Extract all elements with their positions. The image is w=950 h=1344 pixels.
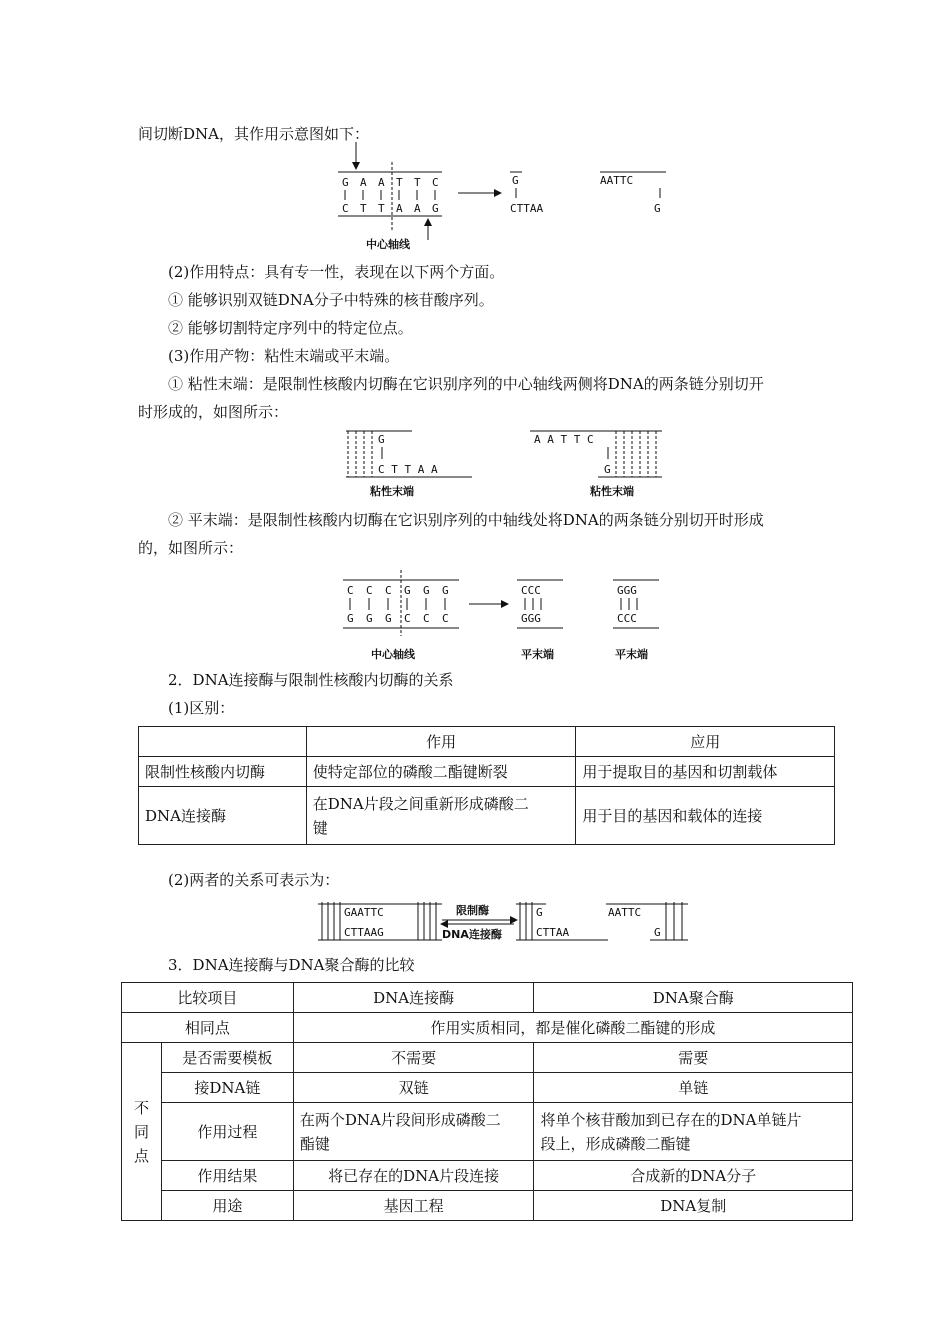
t2-head-2: DNA聚合酶	[534, 983, 853, 1013]
fig4-mid-top: G	[536, 906, 543, 919]
base-letter: A	[414, 202, 421, 215]
p5a: ① 粘性末端：是限制性核酸内切酶在它识别序列的中心轴线两侧将DNA的两条链分别切开	[168, 375, 764, 393]
base-letter: G	[442, 584, 449, 597]
fig2-left-top: G	[378, 433, 385, 446]
t2-r3-c0: 作用过程	[161, 1103, 293, 1161]
t2-diff-char-2: 同	[133, 1122, 149, 1141]
fig4-right-bottom: G	[654, 926, 661, 939]
t2-r5-c0: 用途	[161, 1191, 293, 1221]
t2-r4-c2: 合成新的DNA分子	[534, 1161, 853, 1191]
t2-diff-char-3: 点	[133, 1146, 149, 1165]
section-2-sub: (1)区别：	[168, 699, 235, 717]
base-letter: G	[366, 612, 373, 625]
p5b: 时形成的，如图所示：	[138, 403, 289, 421]
p3: ② 能够切割特定序列中的特定位点。	[168, 319, 413, 337]
base-letter: A	[378, 176, 385, 189]
t2-head-0: 比较项目	[122, 983, 294, 1013]
fig3-mid-bottom: GGG	[521, 612, 541, 625]
p6a: ② 平末端：是限制性核酸内切酶在它识别序列的中轴线处将DNA的两条链分别切开时形成	[168, 511, 764, 529]
t2-r1-c0: 是否需要模板	[161, 1043, 293, 1073]
t2-same-label: 相同点	[122, 1013, 294, 1043]
section-2-heading: 2．DNA连接酶与限制性核酸内切酶的关系	[168, 671, 454, 689]
t2-r2-c1: 双链	[293, 1073, 534, 1103]
t2-r2-c0: 接DNA链	[161, 1073, 293, 1103]
t1-r2-c0: DNA连接酶	[139, 787, 307, 845]
t1-r2-c1-line1: 在DNA片段之间重新形成磷酸二	[312, 794, 529, 813]
t1-head-2: 应用	[576, 727, 835, 757]
t2-same-value: 作用实质相同，都是催化磷酸二酯键的形成	[293, 1013, 852, 1043]
base-letter: T	[378, 202, 385, 215]
base-letter: C	[442, 612, 449, 625]
base-letter: C	[404, 612, 411, 625]
t2-r1-c1: 不需要	[293, 1043, 534, 1073]
fig2-right-top: A A T T C	[534, 433, 594, 446]
fig3-right-top: GGG	[617, 584, 637, 597]
fig2-left-bottom: C T T A A	[378, 463, 438, 476]
base-letter: G	[404, 584, 411, 597]
fig3-right-bottom: CCC	[617, 612, 637, 625]
fig3-caption-mid: 平末端	[521, 648, 554, 661]
fig4-left-bottom: CTTAAG	[344, 926, 384, 939]
base-letter: C	[366, 584, 373, 597]
base-letter: T	[396, 176, 403, 189]
base-letter: C	[423, 612, 430, 625]
t2-r5-c1: 基因工程	[293, 1191, 534, 1221]
t2-r3-c2	[534, 1103, 853, 1161]
fig4-right-top: AATTC	[608, 906, 642, 919]
p4: (3)作用产物：粘性末端或平末端。	[168, 347, 400, 365]
fig3-caption-right: 平末端	[615, 648, 648, 661]
sticky-end-diagram	[340, 425, 670, 500]
fig1-right-top: AATTC	[600, 174, 634, 187]
t2-r1-c2: 需要	[534, 1043, 853, 1073]
base-letter: G	[385, 612, 392, 625]
t1-r1-c0: 限制性核酸内切酶	[139, 757, 307, 787]
t1-head-1: 作用	[306, 727, 576, 757]
t2-r5-c2: DNA复制	[534, 1191, 853, 1221]
comparison-table-2	[121, 982, 853, 1221]
p6b: 的，如图所示：	[138, 539, 244, 557]
p2: ① 能够识别双链DNA分子中特殊的核苷酸序列。	[168, 291, 494, 309]
comparison-table-1	[138, 726, 835, 845]
section-3-heading: 3．DNA连接酶与DNA聚合酶的比较	[168, 956, 415, 974]
t2-head-1: DNA连接酶	[293, 983, 534, 1013]
base-letter: T	[414, 176, 421, 189]
t2-r4-c0: 作用结果	[161, 1161, 293, 1191]
base-letter: C	[342, 202, 349, 215]
fig3-caption-axis: 中心轴线	[371, 648, 415, 661]
t2-r3-c2-line1: 将单个核苷酸加到已存在的DNA单链片	[540, 1110, 802, 1129]
t2-r3-c1	[293, 1103, 534, 1161]
base-letter: C	[385, 584, 392, 597]
base-letter: A	[396, 202, 403, 215]
t2-r4-c1: 将已存在的DNA片段连接	[293, 1161, 534, 1191]
base-letter: G	[347, 612, 354, 625]
intro-text: 间切断DNA，其作用示意图如下：	[138, 125, 369, 143]
fig1-caption: 中心轴线	[366, 238, 410, 251]
t1-r2-c1-line2: 键	[312, 818, 328, 837]
t1-r1-c1: 使特定部位的磷酸二酯键断裂	[306, 757, 576, 787]
enzyme-relation-diagram	[318, 900, 693, 944]
p1: (2)作用特点：具有专一性，表现在以下两个方面。	[168, 263, 505, 281]
t2-diff-char-1: 不	[133, 1098, 149, 1117]
base-letter: A	[360, 176, 367, 189]
fig4-arrow-bottom: DNA连接酶	[442, 928, 502, 941]
t1-r2-c1	[306, 787, 576, 845]
base-letter: G	[432, 202, 439, 215]
t1-head-0	[139, 727, 307, 757]
fig2-right-bottom: G	[604, 463, 611, 476]
t1-r2-c2: 用于目的基因和载体的连接	[576, 787, 835, 845]
fig1-left-bottom: CTTAA	[510, 202, 544, 215]
fig2-caption-right: 粘性末端	[590, 485, 634, 498]
fig4-mid-bottom: CTTAA	[536, 926, 570, 939]
base-letter: C	[347, 584, 354, 597]
blunt-end-diagram	[335, 570, 675, 665]
fig1-left-top: G	[512, 174, 519, 187]
p7: (2)两者的关系可表示为：	[168, 871, 340, 889]
fig4-left-top: GAATTC	[344, 906, 384, 919]
t2-r3-c2-line2: 段上，形成磷酸二酯键	[540, 1134, 691, 1153]
base-letter: C	[432, 176, 439, 189]
t2-r2-c2: 单链	[534, 1073, 853, 1103]
t2-diff-label	[122, 1043, 162, 1221]
fig2-caption-left: 粘性末端	[370, 485, 414, 498]
base-letter: T	[360, 202, 367, 215]
restriction-cut-diagram	[330, 140, 680, 255]
t2-r3-c1-line2: 酯键	[299, 1134, 330, 1153]
fig4-arrow-top: 限制酶	[456, 904, 489, 917]
base-letter: G	[423, 584, 430, 597]
fig1-right-bottom: G	[654, 202, 661, 215]
fig3-mid-top: CCC	[521, 584, 541, 597]
t2-r3-c1-line1: 在两个DNA片段间形成磷酸二	[299, 1110, 501, 1129]
t1-r1-c2: 用于提取目的基因和切割载体	[576, 757, 835, 787]
base-letter: G	[342, 176, 349, 189]
